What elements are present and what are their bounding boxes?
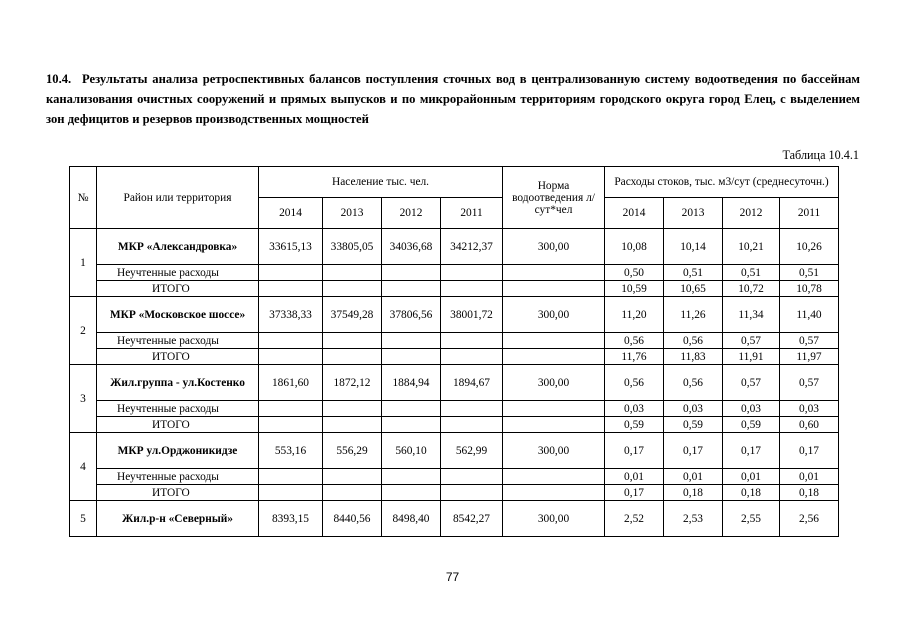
flow-value: 10,08 [605, 229, 664, 265]
empty-cell [323, 265, 382, 281]
flow-value: 10,14 [664, 229, 723, 265]
unaccounted-value: 0,03 [780, 401, 839, 417]
unaccounted-label: Неучтенные расходы [97, 469, 259, 485]
table-row-total [70, 349, 839, 365]
empty-cell [441, 333, 503, 349]
norm-value: 300,00 [503, 297, 605, 333]
population-value: 556,29 [323, 433, 382, 469]
empty-cell [323, 417, 382, 433]
total-value: 0,59 [605, 417, 664, 433]
table-row [70, 433, 839, 469]
header-district: Район или территория [97, 167, 259, 229]
header-row-1 [70, 167, 839, 198]
header-year: 2012 [382, 198, 441, 229]
row-number: 3 [70, 365, 97, 433]
header-year: 2011 [441, 198, 503, 229]
empty-cell [259, 485, 323, 501]
population-value: 1861,60 [259, 365, 323, 401]
empty-cell [259, 469, 323, 485]
empty-cell [382, 417, 441, 433]
empty-cell [503, 349, 605, 365]
header-flows: Расходы стоков, тыс. м3/сут (среднесуточн.) [605, 167, 839, 198]
empty-cell [323, 469, 382, 485]
total-value: 0,18 [723, 485, 780, 501]
total-value: 10,59 [605, 281, 664, 297]
flow-value: 0,17 [780, 433, 839, 469]
total-value: 10,65 [664, 281, 723, 297]
table-row-unaccounted [70, 401, 839, 417]
unaccounted-value: 0,51 [664, 265, 723, 281]
population-value: 560,10 [382, 433, 441, 469]
flow-value: 11,34 [723, 297, 780, 333]
unaccounted-value: 0,01 [723, 469, 780, 485]
header-year: 2014 [259, 198, 323, 229]
empty-cell [259, 349, 323, 365]
flow-value: 11,20 [605, 297, 664, 333]
empty-cell [259, 417, 323, 433]
empty-cell [323, 349, 382, 365]
page-number: 77 [445, 570, 460, 584]
empty-cell [503, 333, 605, 349]
population-value: 37338,33 [259, 297, 323, 333]
unaccounted-value: 0,56 [664, 333, 723, 349]
total-value: 0,59 [723, 417, 780, 433]
empty-cell [382, 333, 441, 349]
row-number: 5 [70, 501, 97, 537]
population-value: 38001,72 [441, 297, 503, 333]
total-value: 0,59 [664, 417, 723, 433]
total-value: 10,72 [723, 281, 780, 297]
table-caption: Таблица 10.4.1 [782, 148, 859, 162]
population-value: 37806,56 [382, 297, 441, 333]
empty-cell [382, 265, 441, 281]
section-heading [46, 69, 860, 129]
empty-cell [382, 401, 441, 417]
total-value: 10,78 [780, 281, 839, 297]
header-norm: Норма водоотведения л/сут*чел [503, 167, 605, 229]
flow-value: 0,56 [664, 365, 723, 401]
empty-cell [503, 265, 605, 281]
empty-cell [503, 281, 605, 297]
empty-cell [323, 485, 382, 501]
flow-value: 0,17 [664, 433, 723, 469]
flow-value: 0,57 [780, 365, 839, 401]
population-value: 33615,13 [259, 229, 323, 265]
flow-value: 0,57 [723, 365, 780, 401]
empty-cell [441, 281, 503, 297]
empty-cell [503, 417, 605, 433]
empty-cell [441, 265, 503, 281]
empty-cell [503, 469, 605, 485]
empty-cell [441, 485, 503, 501]
unaccounted-value: 0,56 [605, 333, 664, 349]
flow-value: 0,17 [723, 433, 780, 469]
unaccounted-value: 0,57 [780, 333, 839, 349]
table-row-total [70, 485, 839, 501]
population-value: 8498,40 [382, 501, 441, 537]
empty-cell [441, 469, 503, 485]
section-title: Результаты анализа ретроспективных балансов поступления сточных вод в централизованную систему водоотведения по бассейнам канализования очистных сооружений и прямых выпусков и по микрорайонным территориям городского округа город Елец, с выделением зон дефицитов и резервов производственных мощностей [46, 72, 860, 126]
header-year: 2013 [664, 198, 723, 229]
empty-cell [441, 349, 503, 365]
population-value: 562,99 [441, 433, 503, 469]
district-name: Жил.р-н «Северный» [97, 501, 259, 537]
empty-cell [323, 333, 382, 349]
district-name: МКР ул.Орджоникидзе [97, 433, 259, 469]
total-value: 0,18 [780, 485, 839, 501]
unaccounted-value: 0,01 [780, 469, 839, 485]
unaccounted-value: 0,01 [664, 469, 723, 485]
empty-cell [503, 485, 605, 501]
norm-value: 300,00 [503, 229, 605, 265]
row-number: 2 [70, 297, 97, 365]
empty-cell [323, 401, 382, 417]
population-value: 8440,56 [323, 501, 382, 537]
population-value: 8393,15 [259, 501, 323, 537]
population-value: 553,16 [259, 433, 323, 469]
total-value: 11,83 [664, 349, 723, 365]
header-year: 2011 [780, 198, 839, 229]
empty-cell [441, 401, 503, 417]
unaccounted-label: Неучтенные расходы [97, 333, 259, 349]
empty-cell [382, 485, 441, 501]
table-row-unaccounted [70, 333, 839, 349]
unaccounted-value: 0,51 [780, 265, 839, 281]
district-name: МКР «Александровка» [97, 229, 259, 265]
total-value: 11,97 [780, 349, 839, 365]
population-value: 33805,05 [323, 229, 382, 265]
empty-cell [382, 349, 441, 365]
norm-value: 300,00 [503, 433, 605, 469]
table-row-total [70, 281, 839, 297]
table-row-unaccounted [70, 469, 839, 485]
flow-value: 2,52 [605, 501, 664, 537]
norm-value: 300,00 [503, 365, 605, 401]
flow-value: 2,53 [664, 501, 723, 537]
table-row-unaccounted [70, 265, 839, 281]
flow-value: 10,21 [723, 229, 780, 265]
total-value: 11,76 [605, 349, 664, 365]
header-num: № [70, 167, 97, 229]
unaccounted-value: 0,03 [664, 401, 723, 417]
table-row [70, 297, 839, 333]
table-row [70, 229, 839, 265]
total-value: 0,60 [780, 417, 839, 433]
header-year: 2013 [323, 198, 382, 229]
empty-cell [259, 265, 323, 281]
unaccounted-value: 0,03 [605, 401, 664, 417]
population-value: 8542,27 [441, 501, 503, 537]
header-population: Население тыс. чел. [259, 167, 503, 198]
table-row [70, 365, 839, 401]
norm-value: 300,00 [503, 501, 605, 537]
unaccounted-label: Неучтенные расходы [97, 265, 259, 281]
population-value: 34212,37 [441, 229, 503, 265]
row-number: 4 [70, 433, 97, 501]
flow-value: 0,56 [605, 365, 664, 401]
unaccounted-value: 0,01 [605, 469, 664, 485]
population-value: 1884,94 [382, 365, 441, 401]
empty-cell [382, 469, 441, 485]
flow-value: 11,40 [780, 297, 839, 333]
wastewater-balance-table [69, 166, 839, 537]
table-row-total [70, 417, 839, 433]
population-value: 34036,68 [382, 229, 441, 265]
unaccounted-value: 0,51 [723, 265, 780, 281]
total-label: ИТОГО [97, 417, 259, 433]
header-year: 2014 [605, 198, 664, 229]
total-value: 0,18 [664, 485, 723, 501]
empty-cell [259, 281, 323, 297]
total-label: ИТОГО [97, 281, 259, 297]
empty-cell [259, 401, 323, 417]
table-row [70, 501, 839, 537]
unaccounted-value: 0,03 [723, 401, 780, 417]
flow-value: 11,26 [664, 297, 723, 333]
empty-cell [259, 333, 323, 349]
flow-value: 0,17 [605, 433, 664, 469]
empty-cell [323, 281, 382, 297]
total-value: 0,17 [605, 485, 664, 501]
unaccounted-value: 0,57 [723, 333, 780, 349]
total-label: ИТОГО [97, 485, 259, 501]
empty-cell [382, 281, 441, 297]
unaccounted-value: 0,50 [605, 265, 664, 281]
flow-value: 2,55 [723, 501, 780, 537]
unaccounted-label: Неучтенные расходы [97, 401, 259, 417]
district-name: Жил.группа - ул.Костенко [97, 365, 259, 401]
row-number: 1 [70, 229, 97, 297]
district-name: МКР «Московское шоссе» [97, 297, 259, 333]
empty-cell [441, 417, 503, 433]
population-value: 37549,28 [323, 297, 382, 333]
flow-value: 10,26 [780, 229, 839, 265]
population-value: 1872,12 [323, 365, 382, 401]
header-year: 2012 [723, 198, 780, 229]
flow-value: 2,56 [780, 501, 839, 537]
empty-cell [503, 401, 605, 417]
total-label: ИТОГО [97, 349, 259, 365]
section-number: 10.4. [46, 72, 72, 86]
population-value: 1894,67 [441, 365, 503, 401]
total-value: 11,91 [723, 349, 780, 365]
